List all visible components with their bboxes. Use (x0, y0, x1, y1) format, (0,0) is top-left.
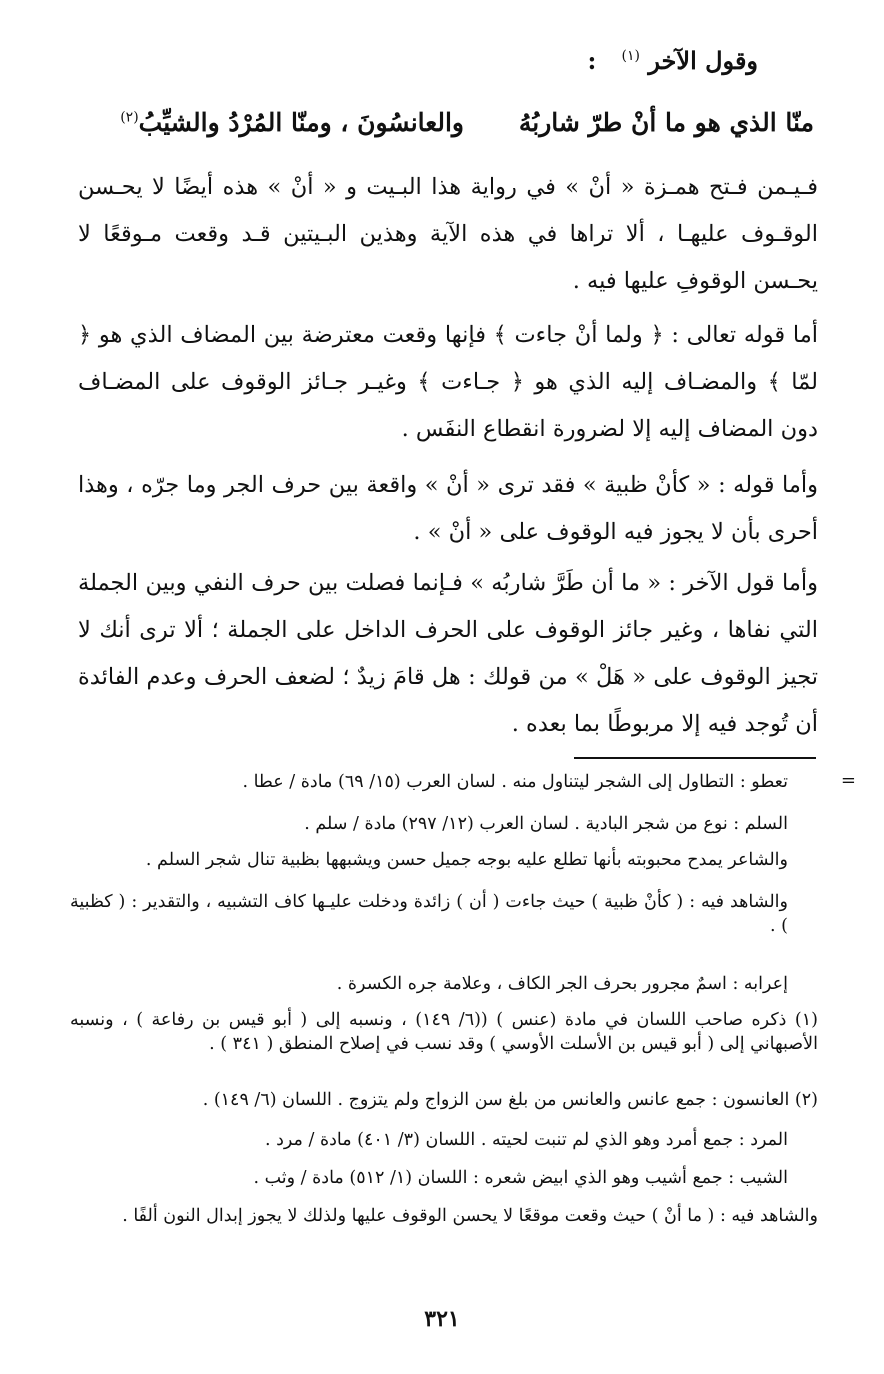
footnote-line-3: والشاعر يمدح محبوبته بأنها تطلع عليه بوجه جميل حسن ويشبهها بظبية تنال شجر السلم . (145, 850, 788, 870)
footnote-line-4: والشاهد فيه : ( كأنْ ظبية ) حيث جاءت ( أن ) زائدة ودخلت عليـها كاف التشبيه ، والتقدير : ( كظبية ) . (70, 892, 788, 936)
footnote-line-1: تعطو : التطاول إلى الشجر ليتناول منه . لسان العرب (١٥/ ٦٩) مادة / عطا . (242, 772, 788, 792)
paragraph-1: فـيـمن فـتح همـزة « أنْ » في رواية هذا البـيت و « أنْ » هذه أيضًا لا يحـسن الوقـوف عليهـا ، ألا تراها في هذه الآية وهذين البـيتين قـد وقعت مـوقعًا لا يحـسن الوقوفِ عليها فيه . (78, 174, 818, 294)
intro-text: وقول الآخر (648, 46, 758, 75)
footnote-2-line-2: المرد : جمع أمرد وهو الذي لم تنبت لحيته . اللسان (٣/ ٤٠١) مادة / مرد . (264, 1130, 788, 1150)
paragraph-2: أما قوله تعالى : ﴿ ولما أنْ جاءت ﴾ فإنها وقعت معترضة بين المضاف الذي هو ﴿ لمّا ﴾ والمضـاف إليه الذي هو ﴿ جـاءت ﴾ وغيـر جـائز الوقوف على المضـاف دون المضاف إليه إلا لضرورة انقطاع النفَس . (78, 322, 818, 442)
page-number: ٣٢١ (424, 1306, 460, 1332)
verse-first-hemistich: منّا الذي هو ما أنْ طرّ شاربُهُ (518, 108, 814, 137)
intro-footnote-ref: (١) (621, 48, 640, 64)
verse-second-text: والعانسُونَ ، ومنّا المُرْدُ والشيِّبُ (138, 108, 464, 137)
intro-colon: : (587, 46, 597, 75)
footnote-1: (١) ذكره صاحب اللسان في مادة (عنس ) ((٦/ ١٤٩) ، ونسبه إلى ( أبو قيس بن رفاعة ) ، ونسبه الأصبهاني إلى ( أبو قيس بن الأسلت الأوسي ) وقد نسب في إصلاح المنطق ( ٣٤١ ) . (70, 1010, 818, 1054)
footnote-2-line-4: والشاهد فيه : ( ما أنْ ) حيث وقعت موقعًا لا يحسن الوقوف عليها ولذلك لا يجوز إبدال النون ألفًا . (122, 1206, 818, 1226)
paragraph-4: وأما قول الآخر : « ما أن طَرَّ شاربُه » فـإنما فصلت بين حرف النفي وبين الجملة التي نفاها ، وغير جائز الوقوف على الحرف الداخل على الجملة ؛ ألا ترى أنك لا تجيز الوقوف على « هَلْ » من قولك : هل قامَ زيدٌ ؛ لضعف الحرف وعدم الفائدة أن تُوجد فيه إلا مربوطًا بما بعده . (78, 570, 818, 737)
footnote-divider (574, 757, 816, 759)
footnote-2-line-3: الشيب : جمع أشيب وهو الذي ابيض شعره : اللسان (١/ ٥١٢) مادة / وثب . (253, 1168, 788, 1188)
paragraph-3: وأما قوله : « كأنْ ظبية » فقد ترى « أنْ » واقعة بين حرف الجر وما جرّه ، وهذا أحرى بأن لا يجوز فيه الوقوف على « أنْ » . (78, 472, 818, 545)
footnote-continuation-mark: = (840, 770, 856, 791)
footnote-line-2: السلم : نوع من شجر البادية . لسان العرب (١٢/ ٢٩٧) مادة / سلم . (304, 814, 788, 834)
intro-line (588, 46, 758, 75)
verse-second-hemistich (120, 108, 464, 137)
verse-footnote-ref: (٢) (120, 109, 139, 126)
footnote-line-5: إعرابه : اسمٌ مجرور بحرف الجر الكاف ، وعلامة جره الكسرة . (336, 974, 788, 994)
footnote-2: (٢) العانسون : جمع عانس والعانس من بلغ سن الزواج ولم يتزوج . اللسان (٦/ ١٤٩) . (202, 1090, 818, 1110)
